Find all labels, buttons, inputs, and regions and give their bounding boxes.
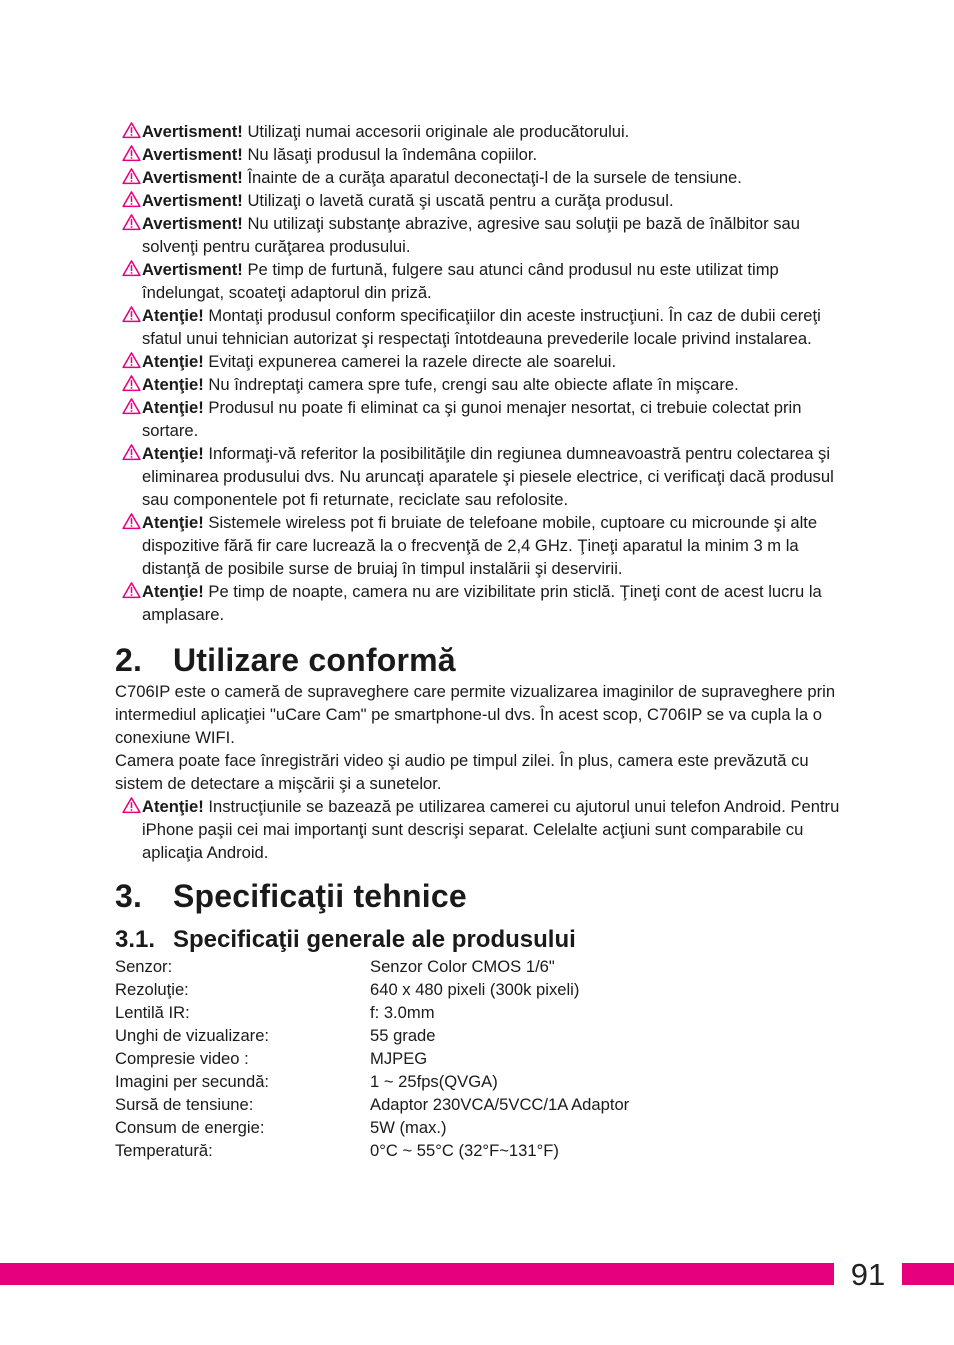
warning-label: Atenţie! [142,582,204,601]
warning-triangle-icon [122,397,141,415]
page-content [115,120,840,1162]
warning-label: Avertisment! [142,122,243,141]
warning-text: Utilizaţi o lavetă curată şi uscată pentru a curăţa produsul. [242,191,674,210]
warning-item [115,373,840,396]
warning-label: Atenţie! [142,398,204,417]
spec-value: f: 3.0mm [370,1003,435,1022]
spec-key: Compresie video : [115,1049,249,1068]
warning-item [115,350,840,373]
spec-key: Senzor: [115,957,173,976]
spec-row [115,1070,840,1093]
section-2-heading [115,640,840,680]
warning-triangle-icon [122,144,141,162]
warning-text: Informaţi-vă referitor la posibilităţile din regiunea dumneavoastră pentru colectarea şi eliminarea produsului dvs. Nu aruncaţi aparatele şi piesele electrice, ci verificaţi dacă produsul sau componentele pot fi returnate, reciclate sau refolosite. [142,444,834,509]
warning-item [115,396,840,442]
section-3-1-heading [115,925,840,955]
spec-key: Unghi de vizualizare: [115,1026,270,1045]
warning-text: Evitaţi expunerea camerei la razele directe ale soarelui. [203,352,617,371]
spec-key: Rezoluţie: [115,980,189,999]
warning-label: Atenţie! [142,513,204,532]
spec-row [115,1001,840,1024]
warning-text: Nu lăsaţi produsul la îndemâna copiilor. [242,145,538,164]
warning-label: Avertisment! [142,214,243,233]
warning-triangle-icon [122,351,141,369]
spec-value: 55 grade [370,1026,436,1045]
warning-text: Pe timp de noapte, camera nu are vizibilitate prin sticlă. Ţineţi cont de acest lucru la amplasare. [142,582,822,624]
warning-triangle-icon [122,305,141,323]
section-3-number: 3. [115,878,143,914]
warning-item [115,120,840,143]
warning-text: Montaţi produsul conform specificaţiilor din aceste instrucţiuni. În caz de dubii cereţi sfatul unui tehnician autorizat şi respectaţi întotdeauna prevederile locale privind instalarea. [142,306,821,348]
warning-triangle-icon [122,190,141,208]
warning-item [115,304,840,350]
warning-text: Pe timp de furtună, fulgere sau atunci când produsul nu este utilizat timp îndelungat, scoateţi adaptorul din priză. [142,260,779,302]
warning-text: Înainte de a curăţa aparatul deconectaţi-l de la sursele de tensiune. [242,168,742,187]
spec-key: Lentilă IR: [115,1003,190,1022]
spec-value: MJPEG [370,1049,428,1068]
warning-text: Produsul nu poate fi eliminat ca şi gunoi menajer nesortat, ci trebuie colectat prin sortare. [142,398,802,440]
warning-item [115,258,840,304]
spec-value: 0°C ~ 55°C (32°F~131°F) [370,1141,559,1160]
warning-text: Nu îndreptaţi camera spre tufe, crengi sau alte obiecte aflate în mişcare. [203,375,739,394]
section-2-paragraph-2: Camera poate face înregistrări video şi audio pe timpul zilei. În plus, camera este prevăzută cu sistem de detectare a mişcării şi a sunetelor. [115,751,809,793]
warning-label: Atenţie! [142,444,204,463]
warnings-list [115,120,840,626]
spec-value: 640 x 480 pixeli (300k pixeli) [370,980,580,999]
section-3-heading [115,876,840,916]
warning-item [115,166,840,189]
warning-item [115,511,840,580]
section-3-1-number: 3.1. [115,926,156,953]
warning-triangle-icon [122,213,141,231]
warning-label: Atenţie! [142,375,204,394]
warning-label: Atenţie! [142,306,204,325]
spec-value: Senzor Color CMOS 1/6" [370,957,555,976]
warning-label: Atenţie! [142,352,204,371]
warning-triangle-icon [122,796,141,814]
section-2-paragraph-1: C706IP este o cameră de supraveghere care permite vizualizarea imaginilor de supraveghere prin intermediul aplicaţiei "uCare Cam" pe smartphone-ul dvs. În acest scop, C706IP se va cupla la o conexiune WIFI. [115,682,836,747]
warning-text: Utilizaţi numai accesorii originale ale producătorului. [242,122,630,141]
warning-item [115,212,840,258]
note-text: Instrucţiunile se bazează pe utilizarea camerei cu ajutorul unui telefon Android. Pentru iPhone paşii cei mai importanţi sunt descrişi separat. Celelalte acţiuni sunt comparabile cu aplicaţia Android. [142,797,840,862]
warning-triangle-icon [122,581,141,599]
spec-row [115,1093,840,1116]
warning-label: Avertisment! [142,168,243,187]
warning-text: Nu utilizaţi substanţe abrazive, agresive sau soluţii pe bază de înălbitor sau solvenţi pentru curăţarea produsului. [142,214,800,256]
warning-triangle-icon [122,167,141,185]
spec-table [115,955,840,1162]
warning-label: Avertisment! [142,191,243,210]
spec-row [115,1024,840,1047]
warning-item [115,580,840,626]
page-number: 91 [850,1257,886,1292]
spec-row [115,1047,840,1070]
spec-value: 5W (max.) [370,1118,447,1137]
spec-value: 1 ~ 25fps(QVGA) [370,1072,498,1091]
spec-key: Imagini per secundă: [115,1072,270,1091]
warning-label: Avertisment! [142,145,243,164]
section-2-number: 2. [115,642,143,678]
warning-triangle-icon [122,374,141,392]
warning-text: Sistemele wireless pot fi bruiate de telefoane mobile, cuptoare cu microunde şi alte dispozitive fără fir care lucrează la o frecvenţă de 2,4 GHz. Ţineţi aparatul la minim 3 m la distanţă de posibile surse de bruiaj în timpul instalării şi deservirii. [142,513,818,578]
warning-triangle-icon [122,259,141,277]
warning-triangle-icon [122,121,141,139]
note-label: Atenţie! [142,797,204,816]
section-3-1-title: Specificaţii generale ale produsului [173,926,576,953]
spec-key: Sursă de tensiune: [115,1095,254,1114]
spec-key: Consum de energie: [115,1118,265,1137]
warning-item [115,189,840,212]
warning-item [115,143,840,166]
section-2-note [115,795,840,864]
warning-item [115,442,840,511]
footer-accent-bar [0,1263,954,1285]
warning-label: Avertisment! [142,260,243,279]
warning-triangle-icon [122,512,141,530]
spec-key: Temperatură: [115,1141,213,1160]
section-3-title: Specificaţii tehnice [173,878,467,914]
spec-row [115,955,840,978]
section-2-title: Utilizare conformă [173,642,456,678]
spec-row [115,978,840,1001]
spec-row [115,1116,840,1139]
warning-triangle-icon [122,443,141,461]
spec-value: Adaptor 230VCA/5VCC/1A Adaptor [370,1095,630,1114]
spec-row [115,1139,840,1162]
